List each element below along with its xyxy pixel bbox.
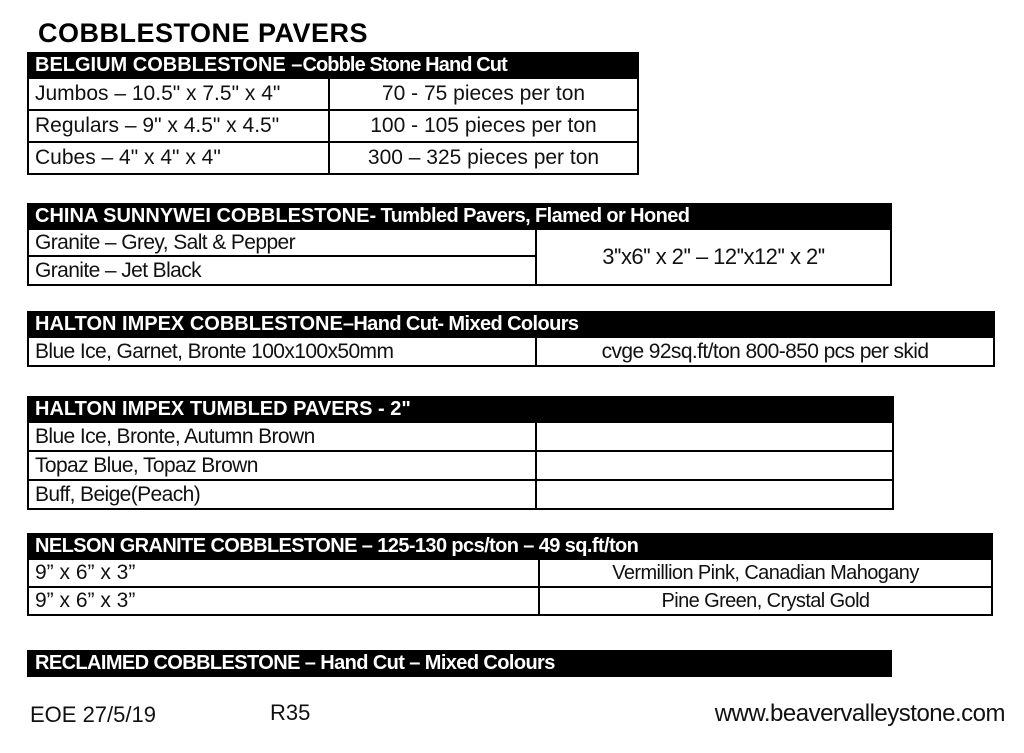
halton-cobble-header-bar <box>27 311 995 338</box>
table-row <box>29 560 991 586</box>
nelson-header-title: NELSON GRANITE COBBLESTONE – 125-130 pcs/ton – 49 sq.ft/ton <box>35 535 639 557</box>
page-footer <box>0 700 1024 730</box>
size-cell: Cubes – 4" x 4" x 4" <box>29 143 330 173</box>
colours-cell: Buff, Beige(Peach) <box>29 481 537 508</box>
belgium-header-title: BELGIUM COBBLESTONE – <box>35 54 303 76</box>
china-table-body <box>27 230 892 286</box>
footer-revision: R35 <box>270 700 311 725</box>
colours-cell: Vermillion Pink, Canadian Mahogany <box>612 561 919 584</box>
china-sunnywei-table <box>27 203 892 286</box>
pieces-cell: 70 - 75 pieces per ton <box>381 82 586 105</box>
table-row <box>29 586 991 614</box>
footer-website: www.beavervalleystone.com <box>714 700 1005 727</box>
size-cell: Jumbos – 10.5" x 7.5" x 4" <box>29 79 330 109</box>
china-header-title: CHINA SUNNYWEI COBBLESTONE <box>35 205 370 227</box>
size-cell: 9” x 6” x 3” <box>29 588 540 614</box>
halton-tumbled-header-bar <box>27 396 894 423</box>
granite-cell: Granite – Grey, Salt & Pepper <box>29 230 537 257</box>
belgium-table-body <box>27 79 639 175</box>
colours-cell: Topaz Blue, Topaz Brown <box>29 452 537 479</box>
table-row <box>29 423 892 450</box>
nelson-granite-table <box>27 533 993 616</box>
halton-tumbled-table-body <box>27 423 894 510</box>
size-cell: Regulars – 9" x 4.5" x 4.5" <box>29 111 330 141</box>
empty-cell <box>537 423 892 450</box>
belgium-header-bar <box>27 52 639 79</box>
size-range-cell: 3''x6'' x 2'' – 12''x12'' x 2'' <box>602 244 825 269</box>
halton-cobble-header-subtitle: –Hand Cut- Mixed Colours <box>342 313 579 335</box>
halton-cobble-table-body <box>27 338 995 367</box>
table-row <box>29 338 993 365</box>
halton-tumbled-header-title: HALTON IMPEX TUMBLED PAVERS - 2" <box>35 398 411 420</box>
granite-cell: Granite – Jet Black <box>29 257 537 284</box>
empty-cell <box>537 481 892 508</box>
china-header-bar <box>27 203 892 230</box>
pieces-cell: 300 – 325 pieces per ton <box>367 146 600 169</box>
colours-cell: Blue Ice, Garnet, Bronte 100x100x50mm <box>29 338 537 365</box>
size-cell: 9” x 6” x 3” <box>29 560 540 586</box>
halton-cobble-header-title: HALTON IMPEX COBBLESTONE <box>35 313 343 335</box>
coverage-cell: cvge 92sq.ft/ton 800-850 pcs per skid <box>601 339 929 363</box>
pieces-cell: 100 - 105 pieces per ton <box>370 114 597 137</box>
nelson-table-body <box>27 560 993 616</box>
table-row <box>29 479 892 508</box>
belgium-header-subtitle: Cobble Stone Hand Cut <box>302 54 507 76</box>
colours-cell: Blue Ice, Bronte, Autumn Brown <box>29 423 537 450</box>
table-row <box>29 450 892 479</box>
table-row <box>29 79 637 109</box>
halton-impex-cobblestone-table <box>27 311 995 367</box>
reclaimed-cobblestone-table <box>27 650 892 677</box>
empty-cell <box>537 452 892 479</box>
footer-date: EOE 27/5/19 <box>30 702 156 727</box>
colours-cell: Pine Green, Crystal Gold <box>661 589 870 612</box>
halton-impex-tumbled-table <box>27 396 894 510</box>
table-row <box>29 141 637 173</box>
reclaimed-header-bar <box>27 650 892 677</box>
page-title: COBBLESTONE PAVERS <box>38 18 369 48</box>
belgium-cobblestone-table <box>27 52 639 175</box>
reclaimed-header-title: RECLAIMED COBBLESTONE – Hand Cut – Mixed Colours <box>35 652 555 674</box>
nelson-header-bar <box>27 533 993 560</box>
china-header-subtitle: - Tumbled Pavers, Flamed or Honed <box>369 205 690 227</box>
table-row <box>29 109 637 141</box>
